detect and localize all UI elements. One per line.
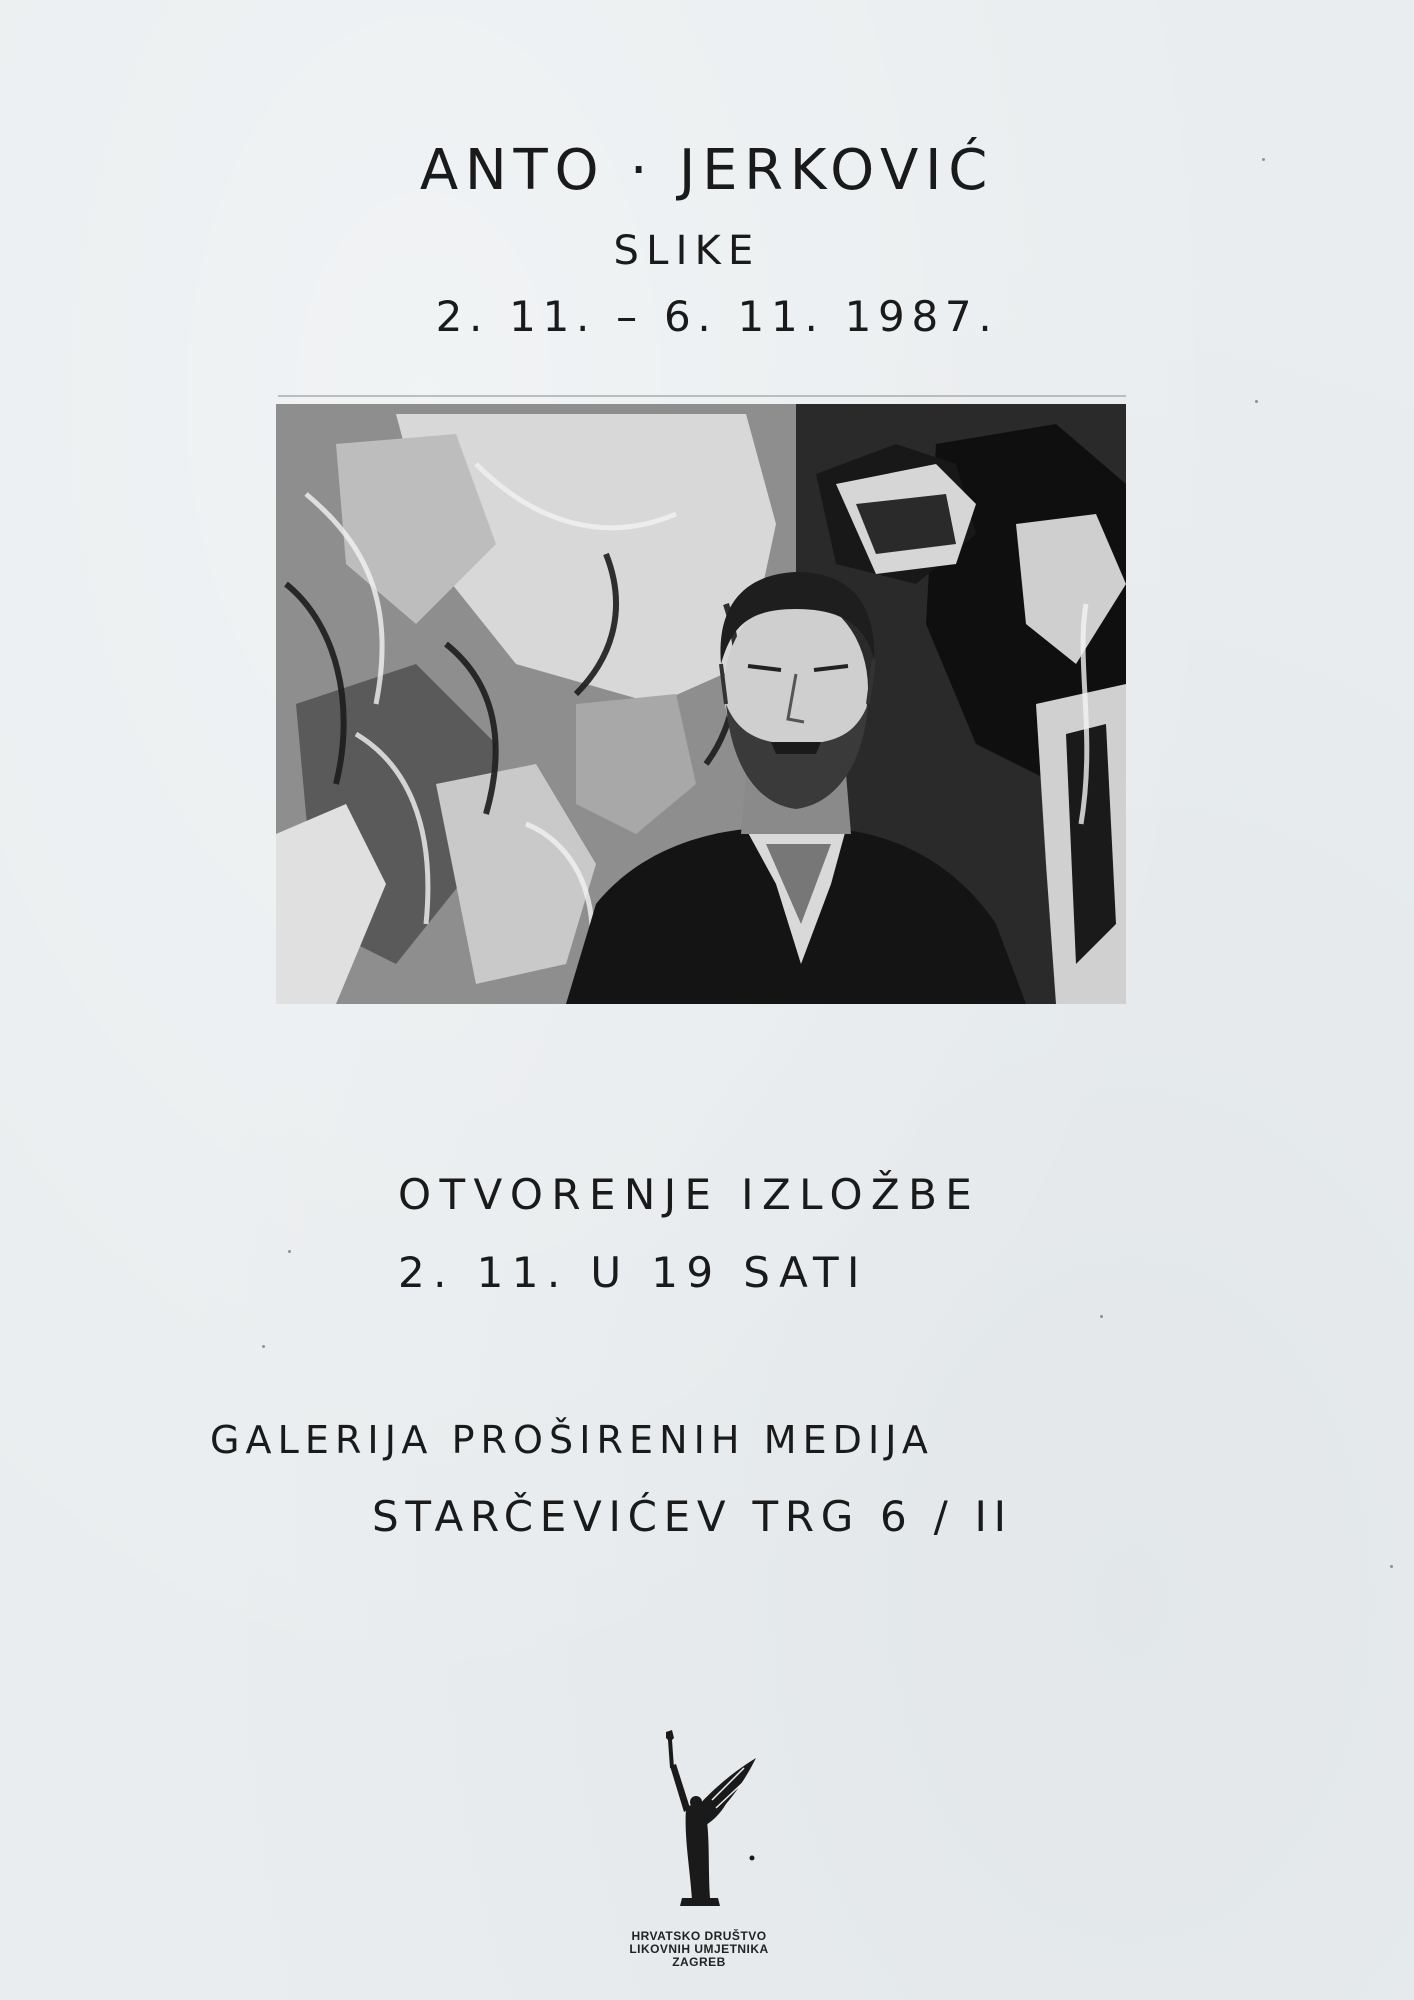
paper-speck xyxy=(1100,1315,1103,1318)
artist-name: ANTO · JERKOVIĆ xyxy=(419,138,995,203)
paper-speck xyxy=(1255,400,1258,403)
exhibition-subtitle: SLIKE xyxy=(613,228,761,274)
paper-speck xyxy=(288,1250,291,1253)
opening-time: 2. 11. U 19 SATI xyxy=(398,1248,868,1297)
org-name-line2: LIKOVNIH UMJETNIKA xyxy=(629,1942,769,1956)
org-name-line1: HRVATSKO DRUŠTVO xyxy=(631,1929,767,1943)
paper-speck xyxy=(1262,158,1265,161)
gallery-address: STARČEVIĆEV TRG 6 / II xyxy=(372,1492,1013,1541)
exhibition-dates: 2. 11. – 6. 11. 1987. xyxy=(435,292,999,341)
org-city: ZAGREB xyxy=(672,1955,726,1969)
artist-photo xyxy=(276,404,1126,1004)
paper-speck xyxy=(262,1345,265,1348)
winged-figure-logo-icon xyxy=(652,1728,762,1918)
opening-heading: OTVORENJE IZLOŽBE xyxy=(398,1170,981,1219)
paper-speck xyxy=(1390,1565,1393,1568)
gallery-name: GALERIJA PROŠIRENIH MEDIJA xyxy=(210,1418,934,1462)
divider-line xyxy=(278,395,1126,397)
